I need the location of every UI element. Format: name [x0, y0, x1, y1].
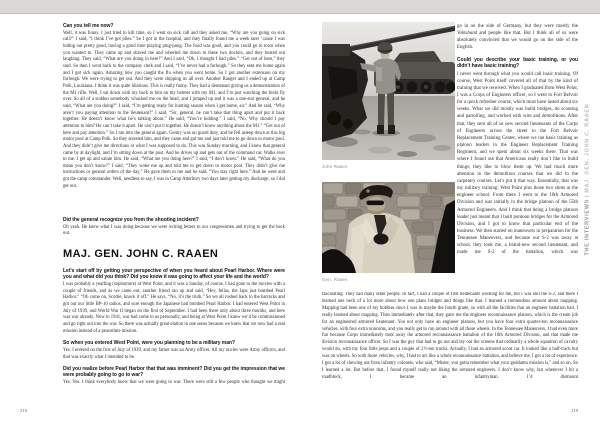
question-text: So when you entered West Point, were you planning to be a military man?: [63, 340, 235, 347]
page-top-edge: [0, 0, 600, 14]
vertical-section-sidebar: [585, 56, 596, 256]
question-text: Did the general recognize you from the shooting incident?: [63, 217, 199, 223]
question-text: Let’s start off by getting your perspective of when you heard about Pearl Harbor. Where were you and what did you think? Did you know it was going to affect your life and the world?: [63, 268, 285, 281]
photo-caption: John Raaen: [322, 164, 348, 169]
right-page-number: 219: [571, 408, 578, 413]
answer-text: Yes. I entered on the first of July of 1939, and my father was an Army officer. All my uncles were Army officers, and that was exactly what I intended to be.: [63, 347, 285, 360]
continuation-italic-term: Volksbund: [457, 31, 478, 37]
continuation-post: and people like that. But I think all of us were absolutely convinced that we would go on the side of the English.: [457, 31, 578, 51]
continuation-paragraph: [457, 23, 578, 52]
continuation-pre: go in on the side of Germany, but they were mostly the: [457, 24, 578, 29]
sidebar-separator: |: [584, 194, 591, 198]
answer-text: Well, it was funny. I just tried to kill time, so I went on sick call and they asked me, “Why are you going on sick call?” I said, “I think I’ve got piles.” So I got in the hospital, and they finally found me a week later ’cause I was hiding out pretty good, having a good time playing ping-pong. The food was good, and you could go to town when you wanted to. They came up and shaved me and wheeled me down to these two doctors, and they busted out laughing. They said, “What are you doing in here?” And I said, “Oh, I thought I had piles.” “Get out of here,” they said. So then I went back to the company clerk and I said, “I’ve never had a furlough.” So they sent me home again and I got sick again. Amazing how you caught the flu when you went home. So I got another extension on my furlough. We were trying to get out. And they were shipping us all over. Another Ranger and I ended up at Camp Polk, Louisiana. I think it was quite hilarious. This is really funny. They had a lieutenant giving us a demonstration of the M1 rifle. Well, I sat down with my back to him on my helmet with my M1, and I’m just watching the birds fly over. So all of a sudden somebody whacked me on the head, and I jumped up and it was a one-star general, and he said, “What are you doing?” I said, “I’m getting ready for hunting season when I get home, sir.” And he said, “Why aren’t you paying attention to the lieutenant?” I said, “Sir, general, he can’t take that thing apart and put it back together. He doesn’t know what he’s talking about.” He said, “You’re kidding.” I said, “No. Why should I pay attention to him? He can’t take it apart. He can’t put it together. He doesn’t know anything about the M1.” “Get out of here and pay attention.” So I ran into the general again. Gentry was on guard duty, and he fell asleep down at this big motor pool at Camp Polk. So they arrested him, and they came and got me and just told me to go down to motor pool. And they didn’t give me directions or what I was supposed to do. This was Sunday morning, and I knew that general came by at daylight, and I’m sitting down at the post. And he drives up and gets out of the command car. Walks over to me. I get up and salute him. He said, “What are you doing here?” I said, “I don’t know.” He said, “What do you mean you don’t know?” I said, “They woke me up and told me to get down to motor pool. They didn’t give me instructions or general orders of the day.” He gave them to me and he said, “You stay right here.” And he went and got the camp commander. Well, needless to say, I was in Camp Atterbury two days later getting my discharge, so I did get out.: [63, 30, 285, 189]
right-page-column: [457, 23, 578, 289]
photo-john-raaen-with-tanks: [322, 22, 455, 160]
answer-text: Yes. Yes. I think everybody knew that we were going to war. There were still a few people who thought we might: [63, 380, 285, 386]
answer-text: I was probably a yearling (sophomore) at West Point, and it was a Sunday, of course. I had gone to the movies with a couple of friends, and as we came out, another friend ran up and said, “Hey, fellas, the Japs just bombed Pearl Harbor.” “Oh come on, Scottie, knock it off.” He says, “No, it’s the truth.” So we all rushed back to the barracks and got out our little BP-10 radios, and sure enough the Japanese had bombed Pearl Harbor. I had entered West Point in July of 1939, and World War II began on the first of September. I had been there only about three months, and here was war already. Now in 1941, war had come to us personally, and being at West Point I knew we’d be commissioned and go right out into the war. So there was actually great elation in one sense because we knew that we now had a real mission instead of a peacetime mission.: [63, 281, 285, 334]
question-text: Did you realize before Pearl Harbor that that was imminent? Did you get the impression that we were probably going to go to war?: [63, 366, 285, 379]
photo-caption: Gen. Raaen: [322, 277, 348, 282]
left-page-section-2: [63, 217, 285, 243]
question-text: Could you describe your basic training, or you didn’t have basic training?: [457, 56, 578, 69]
answer-text: Oh yeah. He knew what I was doing because we were writing letters to our congressmen and trying to get the heck out.: [63, 224, 285, 237]
sidebar-section-label: THE INTERVIEWS: [584, 199, 591, 256]
right-page-bottom-paragraph-container: [322, 292, 578, 398]
photo-gen-raaen: [322, 182, 455, 273]
answer-text: I never went through what you would call basic training. Of course, West Point itself covered all of that by the kind of training that we received. When I graduated from West Point, I was a Corps of Engineers officer, so I went to Fort Belvoir for a quick refresher course, which must have lasted about six weeks. What we did mostly was build bridges, do scouting and patrolling, and worked with wire and demolitions. After that, they sent all of us new second lieutenants of the Corps of Engineers across the street to the Fort Belvoir Replacement Training Center, where we ran basic training as platoon leaders in the Engineer Replacement Training Regiment, and we spent about six weeks there. That was where I found out that Americans really don’t like to build things; they like to blow them up. We had much more attention in the demolition courses that we did in the carpentry courses. Let’s put it that way. Essentially, that was my military training: West Point plus those two stints at the engineer school. From there I went to the 10th Armored Division and was initially in the bridge platoon of the 55th Armored Engineers. And I think that being a bridge platoon leader just meant that I built pontoon bridges for the Armored Division, and I got to know that particular end of the business. We then started on maneuvers in preparation for the Tennessee Maneuvers, and because our S-2 was away at school, they took me, a brand-new second lieutenant, and made me S-2 of the battalion, which was: [457, 71, 578, 256]
left-page-section-1: [63, 23, 285, 210]
chapter-heading: MAJ. GEN. JOHN C. RAAEN: [63, 248, 219, 260]
tank-scene-illustration: [322, 22, 455, 160]
left-page-section-3: [63, 268, 285, 408]
general-portrait-illustration: [322, 182, 455, 273]
sidebar-chapter-label: MAJ. GEN. JOHN C. RAAEN: [584, 103, 591, 193]
left-page-number: 218: [20, 408, 27, 413]
question-text: Can you tell me now?: [63, 23, 114, 29]
bottom-continuation-paragraph: fascinating. They had many other people. In fact, I had a couple of first lieutenants working for me, but I was still the S-2, and there I learned one heck of a lot more about how one plans bridges and things like that. I learned a tremendous amount about mapping. Mapping had been one of my hobbies since I was in maybe the fourth grade, so with all the facilities that an engineer battalion had, I really learned about mapping. Then immediately after that, they gave me the engineer reconnaissance platoon, which is the cream job for an engineered armored lieutenant. You not only have an engineer platoon, but you have four extra quarter-ton reconnaissance vehicles, with four extra noncoms, and you really get to run around with all those wheels. In the Tennessee Maneuvers, I had even more fun because Corps immediately took away the armored reconnaissance battalion of the 10th Armored Division, and that made me division reconnaissance officer. So I was the guy that had to go out and lay out the screens that ordinarily a whole squadron of cavalry would do, with my four little jeeps and a couple of 2½-ton trucks. Actually, I had an armored scout car. It looked like a half-track but was on wheels. So with those vehicles, why, I had to act like a whole reconnaissance battalion, and believe me, I got a lot of experience. I got a lot of chewing out from infantry colonels, who said, “Mister, you gotta remember what your goddamn mission is,” and so on. So I learned a lot. But before that, I found myself really not liking the armored engineers. I don’t know why, but whenever I hit a roadblock, I became an infantryman. I’d dismount: [322, 292, 578, 380]
